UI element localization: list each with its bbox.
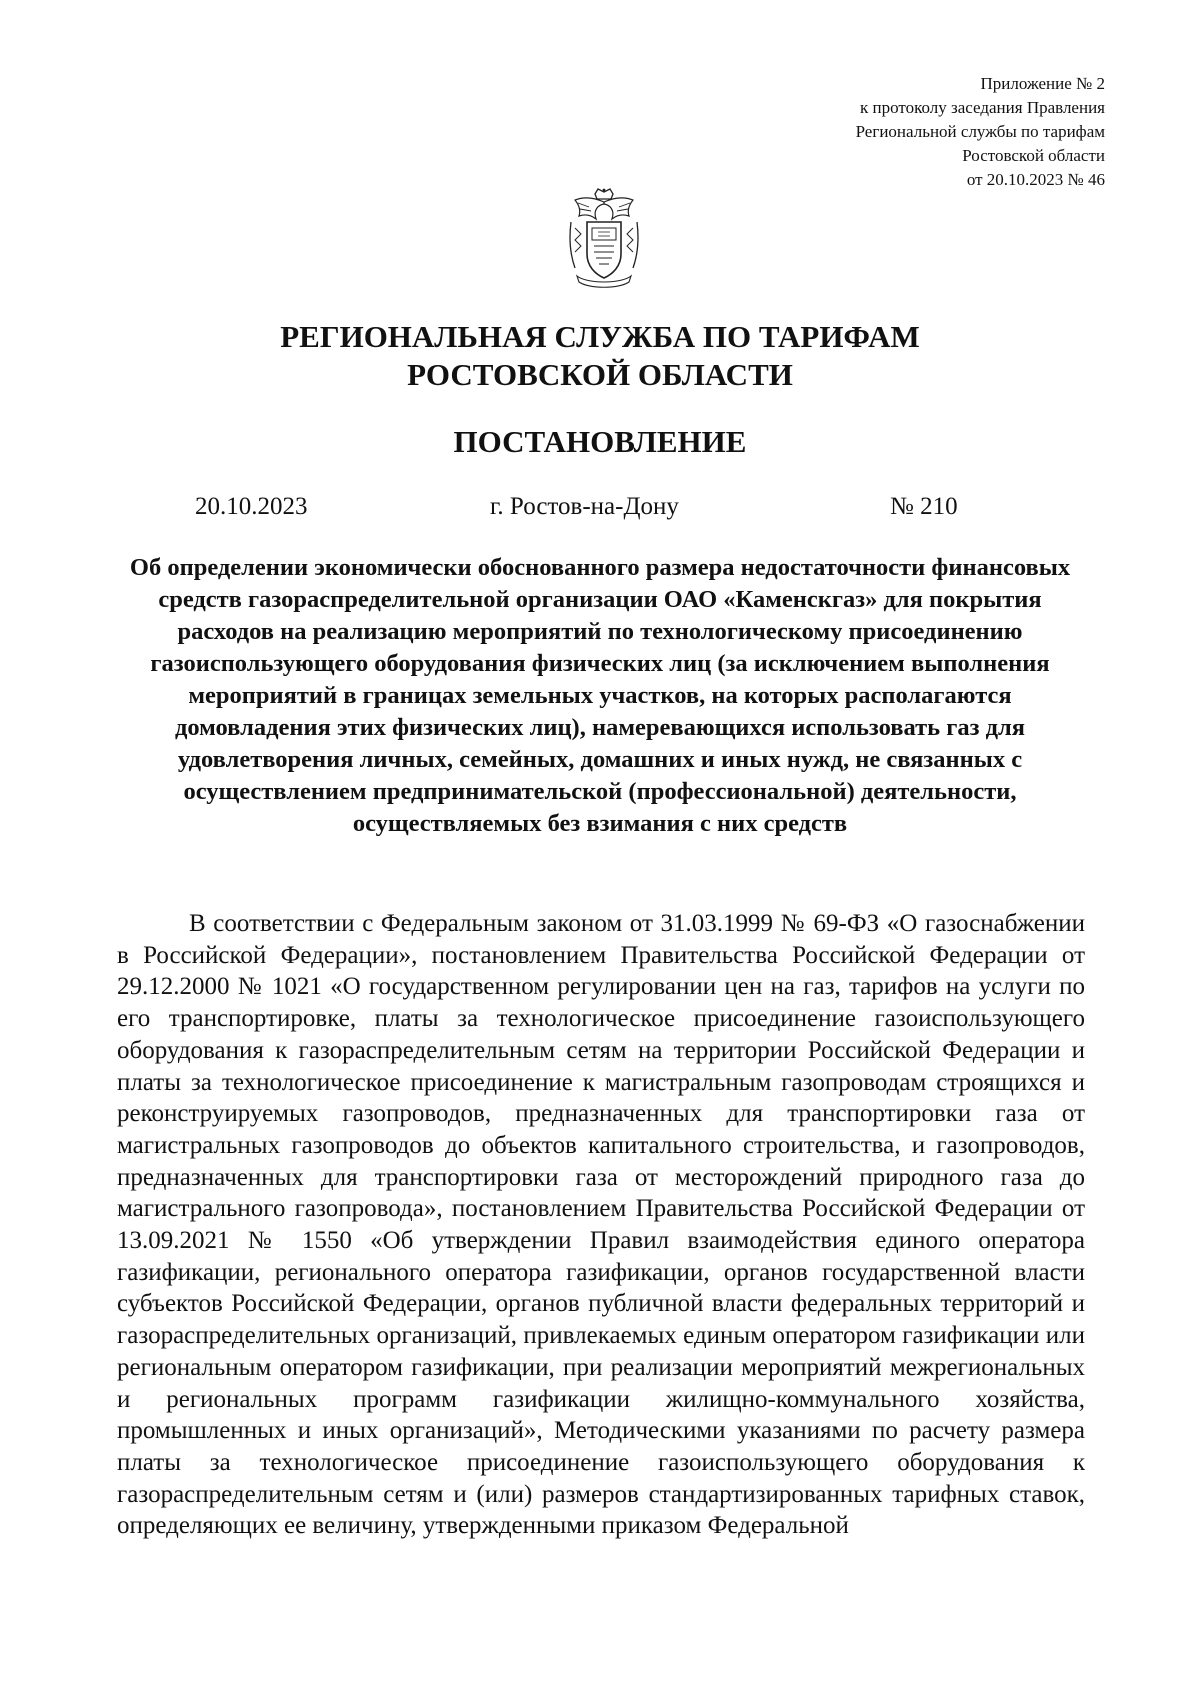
- annex-line: Региональной службы по тарифам: [855, 122, 1105, 141]
- body-paragraph: В соответствии с Федеральным законом от 31.03.1999 № 69-ФЗ «О газоснабжении в Российской Федерации», постановлением Правительства Российской Федерации от 29.12.2000 № 1021 «О государственном регулировании цен на газ, тарифов на услуги по его транспортировке, платы за технологическое присоединение газоиспользующего оборудования к газораспределительным сетям на территории Российской Федерации и платы за технологическое присоединение к магистральным газопроводам строящихся и реконструируемых газопроводов, предназначенных для транспортировки газа от магистральных газопроводов до объектов капитального строительства, и газопроводов, предназначенных для транспортировки газа от месторождений природного газа до магистрального газопровода», постановлением Правительства Российской Федерации от 13.09.2021 № 1550 «Об утверждении Правил взаимодействия единого оператора газификации, регионального оператора газификации, органов государственной власти субъектов Российской Федерации, органов публичной власти федеральных территорий и газораспределительных организаций, привлекаемых единым оператором газификации или региональным оператором газификации, при реализации мероприятий межрегиональных и региональных программ газификации жилищно-коммунального хозяйства, промышленных и иных организаций», Методическими указаниями по расчету размера платы за технологическое присоединение газоиспользующего оборудования к газораспределительным сетям и (или) размеров стандартизированных тарифных ставок, определяющих ее величину, утвержденными приказом Федеральной: [117, 910, 1085, 1540]
- organization-title-line: РЕГИОНАЛЬНАЯ СЛУЖБА ПО ТАРИФАМ: [280, 319, 920, 354]
- document-city: г. Ростов-на-Дону: [490, 493, 679, 520]
- organization-title-line: РОСТОВСКОЙ ОБЛАСТИ: [407, 357, 793, 392]
- annex-line: Ростовской области: [962, 146, 1105, 165]
- document-type-title: ПОСТАНОВЛЕНИЕ: [453, 424, 747, 459]
- annex-line: от 20.10.2023 № 46: [966, 170, 1105, 189]
- document-number: № 210: [890, 493, 958, 520]
- document-date: 20.10.2023: [195, 493, 308, 520]
- annex-line: Приложение № 2: [980, 74, 1105, 93]
- document-subject: Об определении экономически обоснованного размера недостаточности финансовых средств газораспределительной организации ОАО «Каменскгаз» для покрытия расходов на реализацию мероприятий по технологическому присоединению газоиспользующего оборудования физических лиц (за исключением выполнения мероприятий в границах земельных участков, на которых располагаются домовладения этих физических лиц), намеревающихся использовать газ для удовлетворения личных, семейных, домашних и иных нужд, не связанных с осуществлением предпринимательской (профессиональной) деятельности, осуществляемых без взимания с них средств: [129, 554, 1071, 837]
- annex-line: к протоколу заседания Правления: [860, 98, 1105, 117]
- coat-of-arms-icon: [565, 188, 643, 292]
- annex-block: [856, 72, 1105, 192]
- organization-title: [0, 318, 1200, 394]
